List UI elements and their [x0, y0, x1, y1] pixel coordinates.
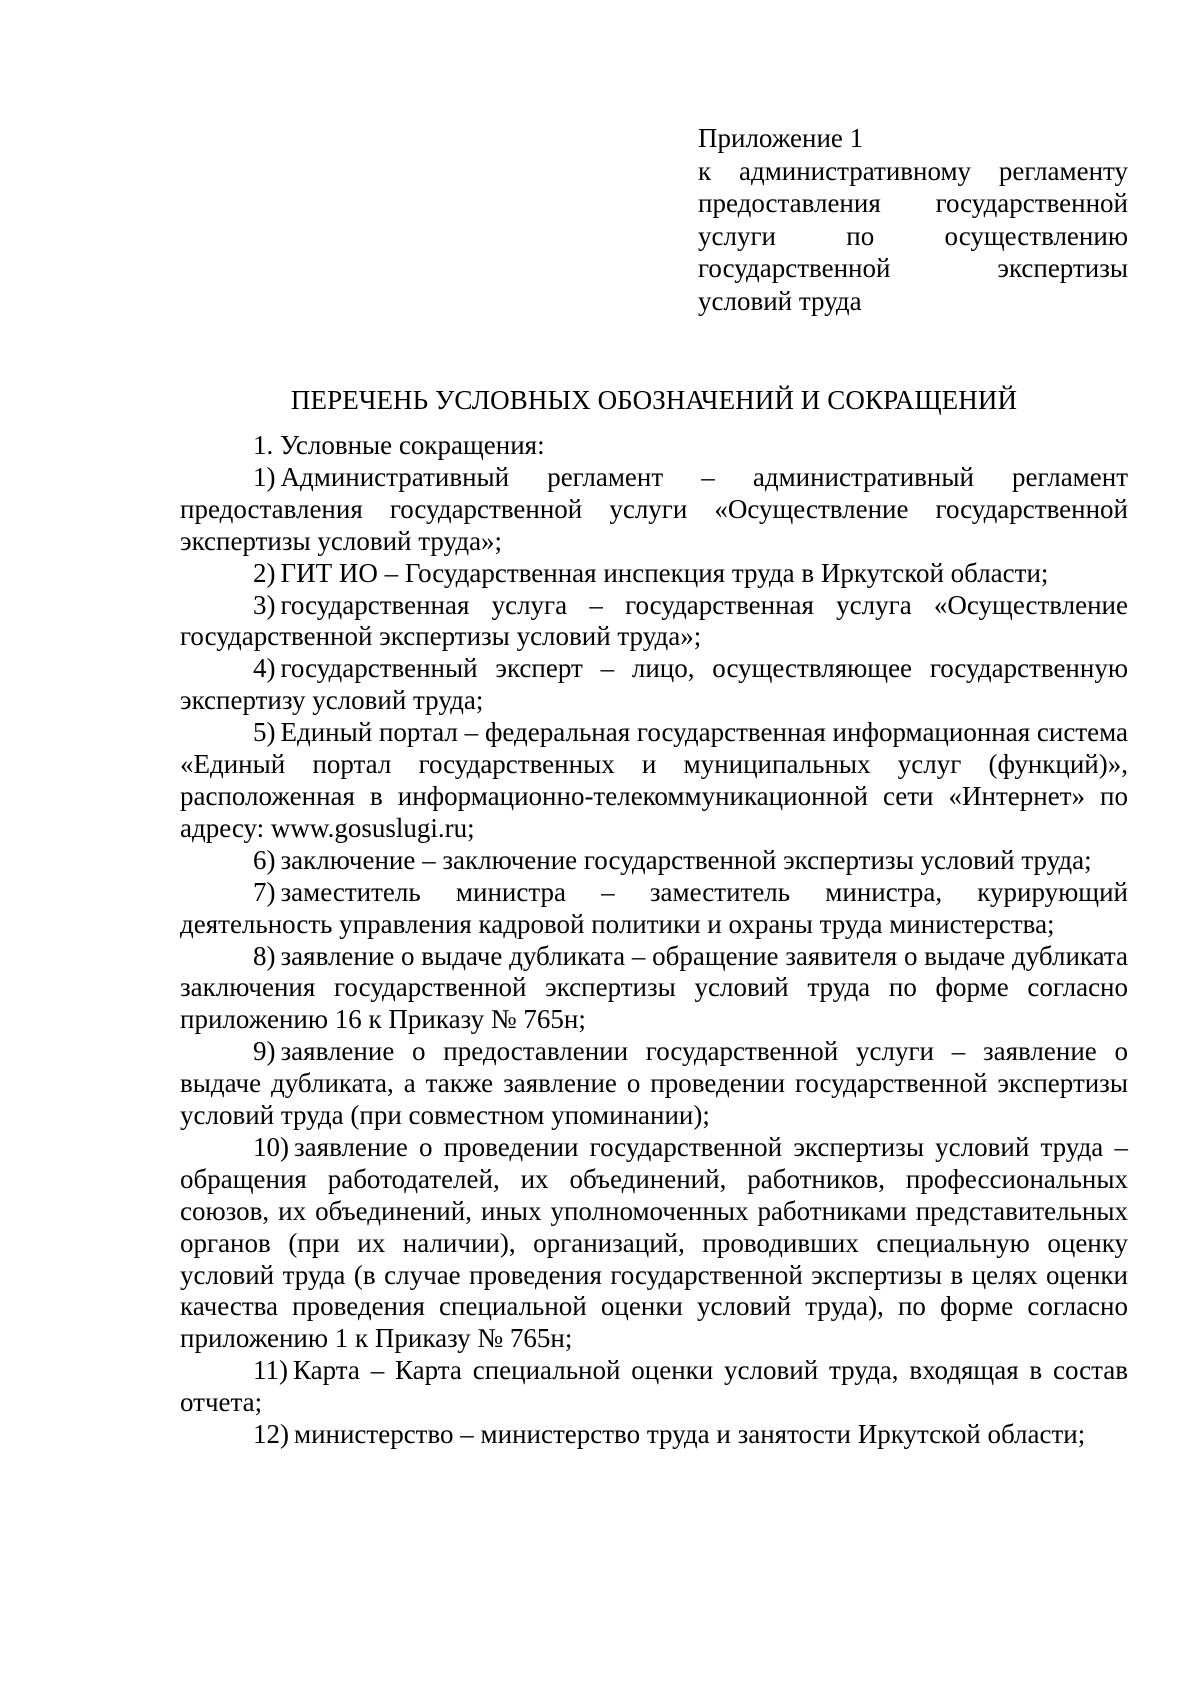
item-number: 2)	[253, 557, 276, 588]
annex-line: условий труда	[698, 285, 862, 316]
document-title: ПЕРЕЧЕНЬ УСЛОВНЫХ ОБОЗНАЧЕНИЙ И СОКРАЩЕНИЙ	[290, 385, 1018, 415]
section-label: Условные сокращения:	[280, 430, 545, 460]
section-heading	[180, 430, 1128, 462]
list-item	[180, 1419, 1128, 1451]
item-number: 10)	[253, 1131, 289, 1162]
list-item	[180, 877, 1128, 941]
document-body	[180, 430, 1128, 1451]
list-item	[180, 590, 1128, 654]
item-text: заявление о выдаче дубликата – обращение заявителя о выдаче дубликата заключения государственной экспертизы условий труда по форме согласно приложению 16 к Приказу № 765н;	[180, 940, 1129, 1035]
list-item	[180, 558, 1128, 590]
item-number: 6)	[253, 844, 276, 875]
item-text: Карта – Карта специальной оценки условий труда, входящая в состав отчета;	[180, 1355, 1128, 1418]
item-number: 8)	[253, 940, 276, 971]
item-number: 1)	[253, 461, 276, 492]
annex-line: государственной экспертизы	[698, 253, 1128, 283]
list-item	[180, 1132, 1128, 1355]
item-number: 7)	[253, 876, 276, 907]
annex-line: предоставления государственной	[698, 188, 1128, 218]
item-text: заявление о проведении государственной экспертизы условий труда – обращения работодателей, их объединений, работников, профессиональных союзов, их объединений, иных уполномоченных работниками представительных органов (при их наличии), организаций, проводивших специальную оценку условий труда (в случае проведения государственной экспертизы в целях оценки качества проведения специальной оценки условий труда), по форме согласно приложению 1 к Приказу № 765н;	[180, 1131, 1128, 1354]
item-text: министерство – министерство труда и занятости Иркутской области;	[294, 1419, 1086, 1450]
item-text: государственная услуга – государственная услуга «Осуществление государственной экспертизы условий труда»;	[180, 589, 1128, 652]
item-number: 3)	[253, 589, 276, 620]
list-item	[180, 717, 1128, 845]
annex-line: к административному регламенту	[698, 155, 1128, 186]
item-text: заключение – заключение государственной экспертизы условий труда;	[280, 844, 1092, 875]
list-item	[180, 653, 1128, 717]
list-item	[180, 845, 1128, 877]
item-text: заместитель министра – заместитель министра, курирующий деятельность управления кадровой политики и охраны труда министерства;	[180, 876, 1128, 939]
item-number: 11)	[253, 1355, 288, 1386]
item-text: государственный эксперт – лицо, осуществляющее государственную экспертизу условий труда;	[180, 653, 1128, 716]
section-number: 1.	[253, 430, 274, 460]
item-number: 12)	[253, 1419, 289, 1450]
item-number: 9)	[253, 1036, 276, 1067]
list-item	[180, 941, 1128, 1037]
item-number: 4)	[253, 653, 276, 684]
item-text: Единый портал – федеральная государственная информационная система «Единый портал государственных и муниципальных услуг (функций)», расположенная в информационно-телекоммуникационной сети «Интернет» по адресу: www.gosuslugi.ru;	[180, 717, 1128, 843]
item-number: 5)	[253, 717, 276, 748]
annex-header	[698, 122, 1128, 317]
annex-line: услуги по осуществлению	[698, 220, 1128, 251]
annex-line: Приложение 1	[698, 123, 864, 153]
item-text: ГИТ ИО – Государственная инспекция труда в Иркутской области;	[280, 557, 1049, 588]
item-text: Административный регламент – административный регламент предоставления государственной услуги «Осуществление государственной экспертизы условий труда»;	[180, 461, 1128, 556]
list-item	[180, 1036, 1128, 1132]
item-text: заявление о предоставлении государственной услуги – заявление о выдаче дубликата, а также заявление о проведении государственной экспертизы условий труда (при совместном упоминании);	[180, 1036, 1128, 1131]
list-item	[180, 462, 1128, 558]
list-item	[180, 1355, 1128, 1419]
